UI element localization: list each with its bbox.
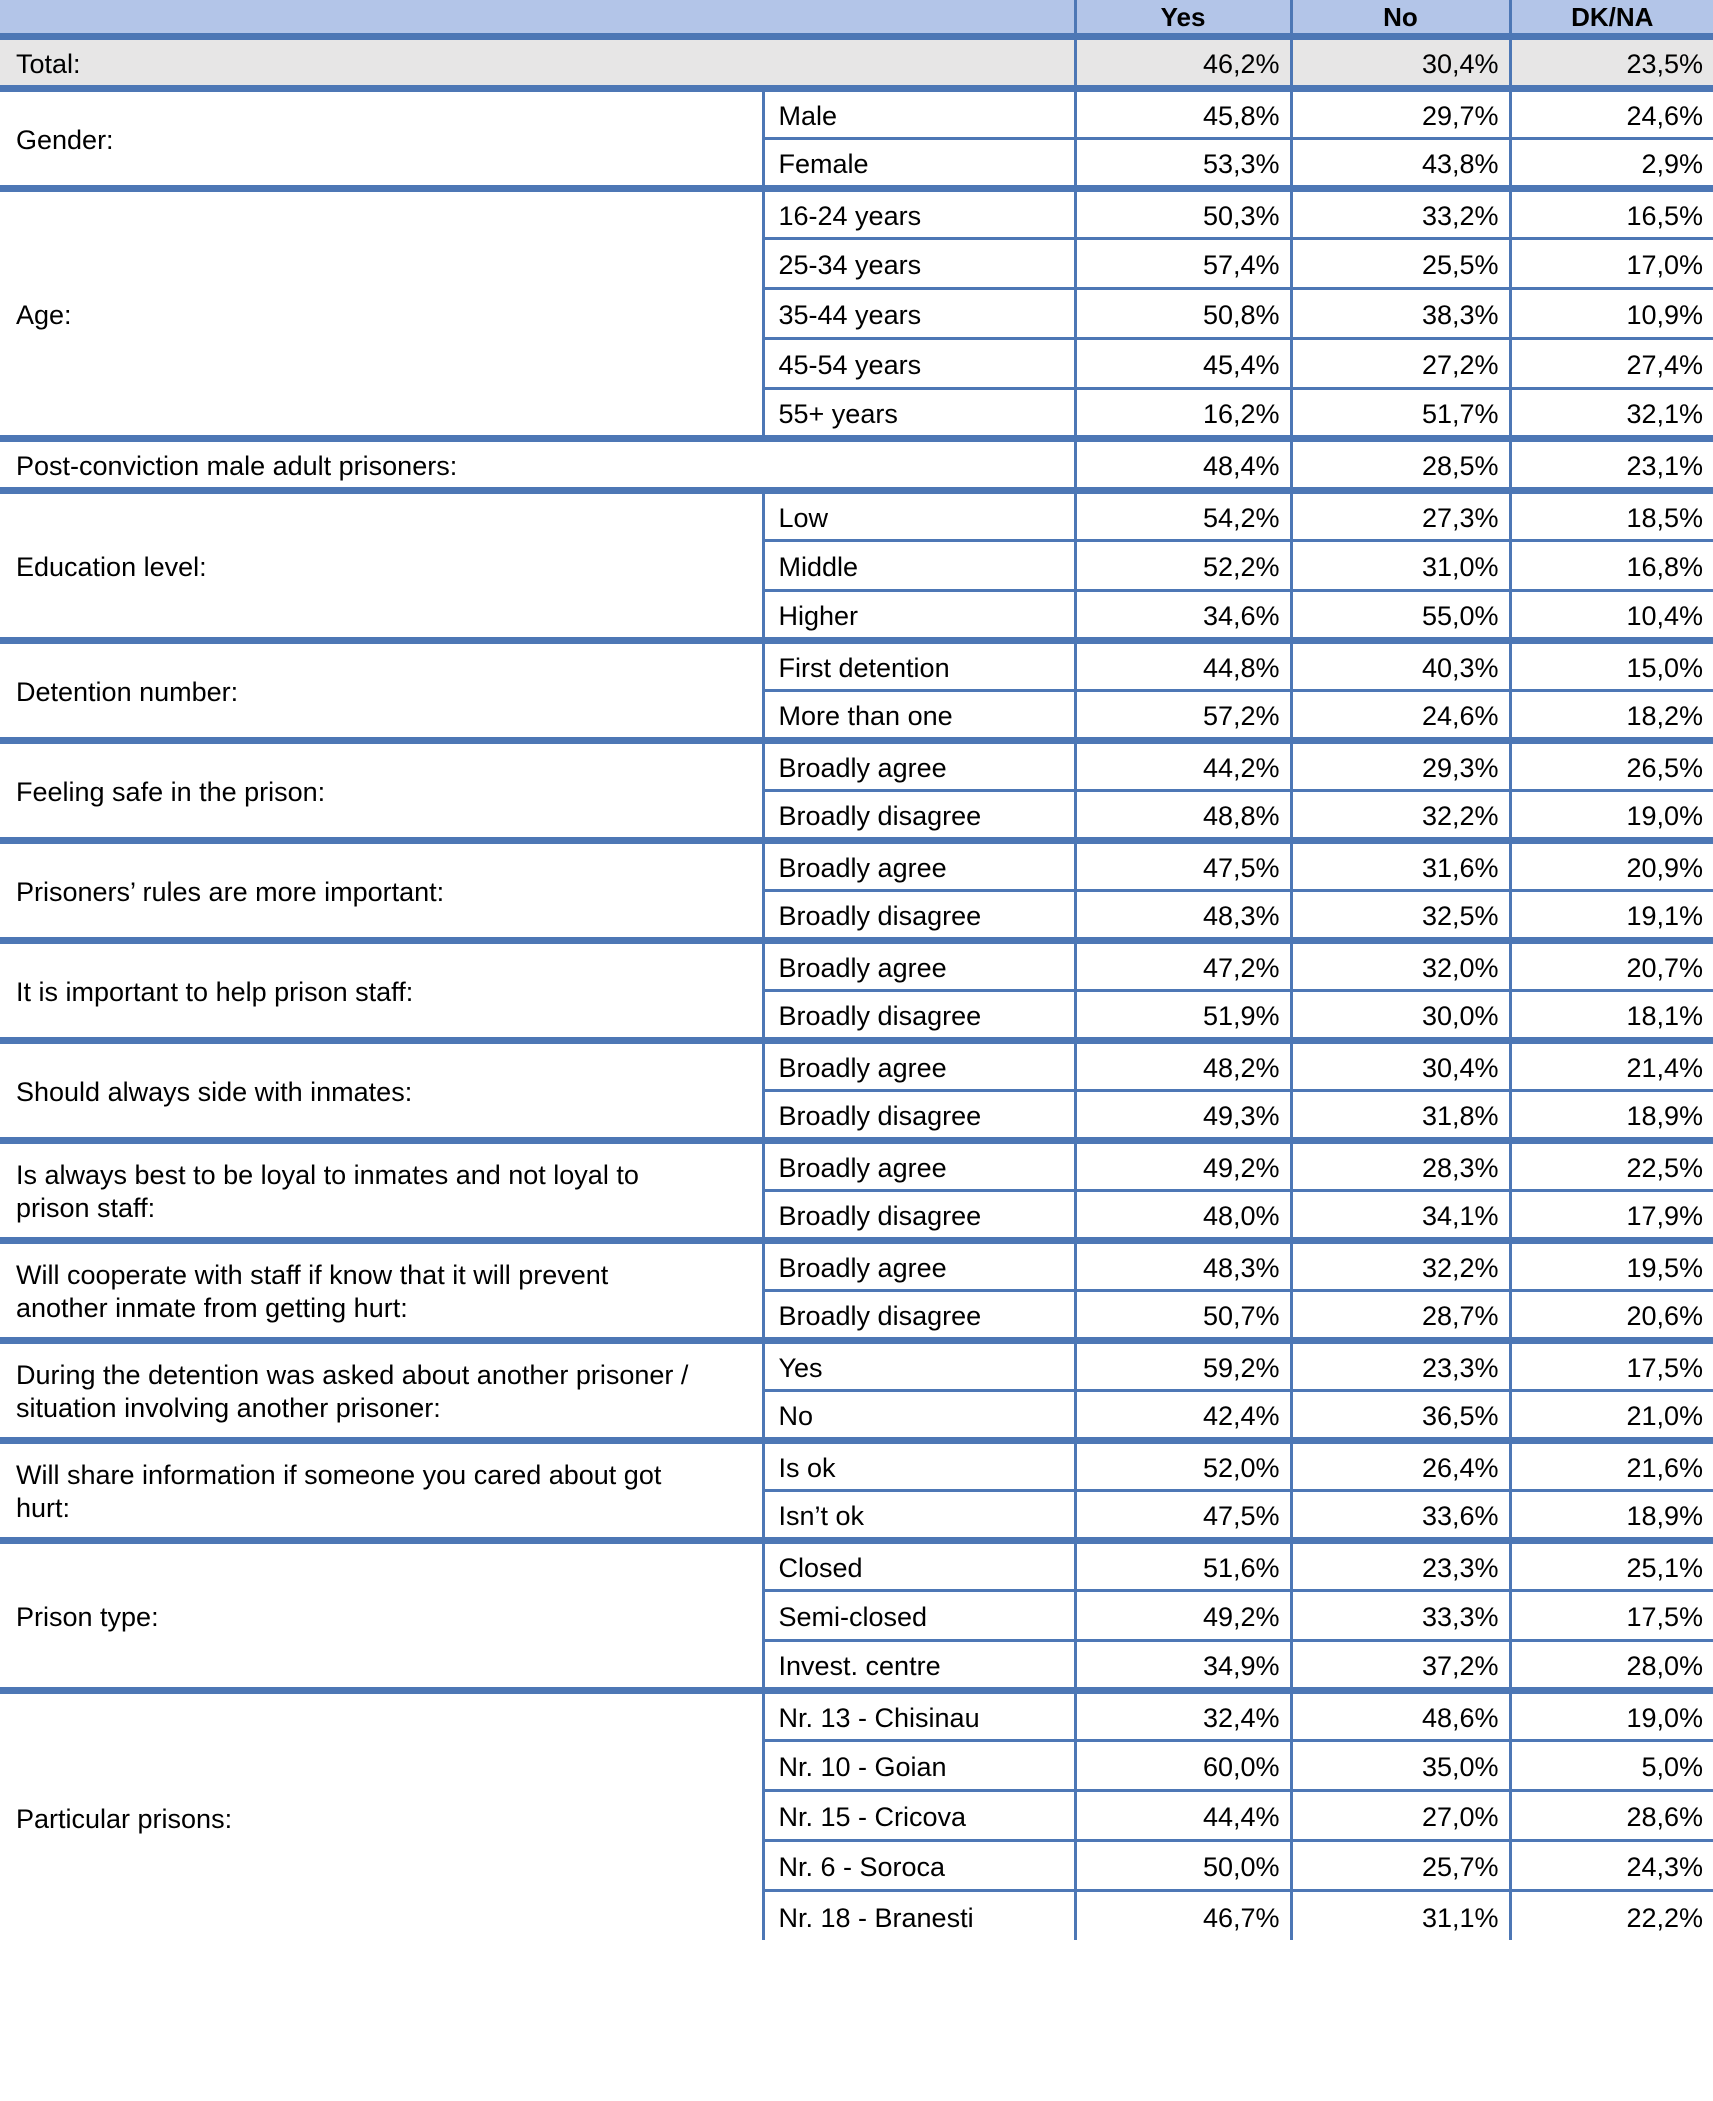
- value-cell-no: 32,0%: [1291, 940, 1510, 990]
- sub-label-cell: Nr. 10 - Goian: [763, 1740, 1075, 1790]
- value-cell-yes: 48,3%: [1075, 890, 1291, 940]
- value-cell-dkna: 19,0%: [1510, 1690, 1713, 1740]
- value-cell-yes: 34,9%: [1075, 1640, 1291, 1690]
- sub-label-cell: Nr. 13 - Chisinau: [763, 1690, 1075, 1740]
- value-cell-no: 33,3%: [1291, 1590, 1510, 1640]
- value-cell-yes: 48,8%: [1075, 790, 1291, 840]
- value-cell-yes: 57,4%: [1075, 238, 1291, 288]
- value-cell-dkna: 21,4%: [1510, 1040, 1713, 1090]
- sub-label-cell: Low: [763, 490, 1075, 540]
- table-row: [0, 438, 1713, 490]
- value-cell-yes: 49,2%: [1075, 1140, 1291, 1190]
- sub-label-cell: Broadly disagree: [763, 1090, 1075, 1140]
- value-cell-yes: 51,6%: [1075, 1540, 1291, 1590]
- table-row: [0, 840, 1713, 890]
- value-cell-no: 27,3%: [1291, 490, 1510, 540]
- value-cell-dkna: 16,5%: [1510, 188, 1713, 238]
- value-cell-no: 43,8%: [1291, 138, 1510, 188]
- value-cell-yes: 47,2%: [1075, 940, 1291, 990]
- value-cell-no: 26,4%: [1291, 1440, 1510, 1490]
- sub-label-cell: Broadly agree: [763, 1240, 1075, 1290]
- value-cell-no: 29,3%: [1291, 740, 1510, 790]
- value-cell-dkna: 28,6%: [1510, 1790, 1713, 1840]
- value-cell-dkna: 21,6%: [1510, 1440, 1713, 1490]
- table-row: [0, 1440, 1713, 1490]
- value-cell-dkna: 10,4%: [1510, 590, 1713, 640]
- sub-label-cell: Broadly disagree: [763, 1290, 1075, 1340]
- value-cell-dkna: 24,3%: [1510, 1840, 1713, 1890]
- column-header-yes: Yes: [1075, 0, 1291, 37]
- value-cell-yes: 50,3%: [1075, 188, 1291, 238]
- category-cell: It is important to help prison staff:: [0, 940, 763, 1040]
- sub-label-cell: Nr. 18 - Branesti: [763, 1890, 1075, 1940]
- value-cell-no: 31,1%: [1291, 1890, 1510, 1940]
- value-cell-no: 31,6%: [1291, 840, 1510, 890]
- sub-label-cell: Broadly agree: [763, 840, 1075, 890]
- sub-label-cell: Isn’t ok: [763, 1490, 1075, 1540]
- value-cell-no: 28,5%: [1291, 438, 1510, 490]
- value-cell-no: 30,4%: [1291, 1040, 1510, 1090]
- table-row: [0, 1540, 1713, 1590]
- category-cell: Age:: [0, 188, 763, 438]
- category-cell: Total:: [0, 37, 1075, 89]
- category-cell: Particular prisons:: [0, 1690, 763, 1940]
- value-cell-no: 48,6%: [1291, 1690, 1510, 1740]
- value-cell-dkna: 24,6%: [1510, 88, 1713, 138]
- table-row: [0, 188, 1713, 238]
- category-cell: Feeling safe in the prison:: [0, 740, 763, 840]
- value-cell-no: 31,0%: [1291, 540, 1510, 590]
- value-cell-yes: 45,4%: [1075, 338, 1291, 388]
- sub-label-cell: Broadly agree: [763, 1140, 1075, 1190]
- category-cell: Should always side with inmates:: [0, 1040, 763, 1140]
- value-cell-yes: 16,2%: [1075, 388, 1291, 438]
- value-cell-no: 27,0%: [1291, 1790, 1510, 1840]
- value-cell-yes: 47,5%: [1075, 840, 1291, 890]
- value-cell-dkna: 22,5%: [1510, 1140, 1713, 1190]
- sub-label-cell: No: [763, 1390, 1075, 1440]
- sub-label-cell: Nr. 15 - Cricova: [763, 1790, 1075, 1840]
- value-cell-dkna: 23,1%: [1510, 438, 1713, 490]
- sub-label-cell: 25-34 years: [763, 238, 1075, 288]
- value-cell-dkna: 26,5%: [1510, 740, 1713, 790]
- value-cell-dkna: 18,1%: [1510, 990, 1713, 1040]
- table-row: [0, 1240, 1713, 1290]
- value-cell-dkna: 23,5%: [1510, 37, 1713, 89]
- value-cell-yes: 32,4%: [1075, 1690, 1291, 1740]
- value-cell-dkna: 27,4%: [1510, 338, 1713, 388]
- header-row: [0, 0, 1713, 37]
- table-row: [0, 640, 1713, 690]
- value-cell-yes: 48,4%: [1075, 438, 1291, 490]
- value-cell-yes: 34,6%: [1075, 590, 1291, 640]
- sub-label-cell: Broadly agree: [763, 1040, 1075, 1090]
- sub-label-cell: Broadly disagree: [763, 990, 1075, 1040]
- sub-label-cell: Middle: [763, 540, 1075, 590]
- sub-label-cell: Male: [763, 88, 1075, 138]
- value-cell-no: 28,7%: [1291, 1290, 1510, 1340]
- sub-label-cell: Broadly disagree: [763, 1190, 1075, 1240]
- sub-label-cell: 35-44 years: [763, 288, 1075, 338]
- value-cell-dkna: 17,0%: [1510, 238, 1713, 288]
- sub-label-cell: Is ok: [763, 1440, 1075, 1490]
- value-cell-no: 30,4%: [1291, 37, 1510, 89]
- value-cell-no: 38,3%: [1291, 288, 1510, 338]
- value-cell-no: 51,7%: [1291, 388, 1510, 438]
- value-cell-no: 32,2%: [1291, 1240, 1510, 1290]
- sub-label-cell: First detention: [763, 640, 1075, 690]
- value-cell-yes: 54,2%: [1075, 490, 1291, 540]
- category-cell: Will cooperate with staff if know that it will prevent another inmate from getting hurt:: [0, 1240, 763, 1340]
- value-cell-yes: 44,8%: [1075, 640, 1291, 690]
- value-cell-no: 25,5%: [1291, 238, 1510, 288]
- value-cell-yes: 47,5%: [1075, 1490, 1291, 1540]
- value-cell-no: 28,3%: [1291, 1140, 1510, 1190]
- value-cell-no: 32,2%: [1291, 790, 1510, 840]
- value-cell-yes: 52,0%: [1075, 1440, 1291, 1490]
- sub-label-cell: Female: [763, 138, 1075, 188]
- value-cell-yes: 49,2%: [1075, 1590, 1291, 1640]
- value-cell-dkna: 20,6%: [1510, 1290, 1713, 1340]
- table-row: [0, 1340, 1713, 1390]
- category-cell: Will share information if someone you cared about got hurt:: [0, 1440, 763, 1540]
- value-cell-yes: 46,7%: [1075, 1890, 1291, 1940]
- value-cell-dkna: 16,8%: [1510, 540, 1713, 590]
- value-cell-no: 35,0%: [1291, 1740, 1510, 1790]
- value-cell-yes: 50,8%: [1075, 288, 1291, 338]
- category-cell: Is always best to be loyal to inmates and not loyal to prison staff:: [0, 1140, 763, 1240]
- value-cell-no: 55,0%: [1291, 590, 1510, 640]
- value-cell-yes: 50,0%: [1075, 1840, 1291, 1890]
- value-cell-yes: 57,2%: [1075, 690, 1291, 740]
- value-cell-dkna: 28,0%: [1510, 1640, 1713, 1690]
- value-cell-dkna: 18,9%: [1510, 1490, 1713, 1540]
- value-cell-dkna: 18,2%: [1510, 690, 1713, 740]
- column-header-no: No: [1291, 0, 1510, 37]
- value-cell-yes: 60,0%: [1075, 1740, 1291, 1790]
- value-cell-dkna: 20,7%: [1510, 940, 1713, 990]
- table-row: [0, 740, 1713, 790]
- value-cell-no: 31,8%: [1291, 1090, 1510, 1140]
- header-category-spacer: [0, 0, 1075, 37]
- value-cell-yes: 59,2%: [1075, 1340, 1291, 1390]
- table-row: [0, 1140, 1713, 1190]
- sub-label-cell: Broadly agree: [763, 940, 1075, 990]
- value-cell-no: 29,7%: [1291, 88, 1510, 138]
- value-cell-yes: 48,2%: [1075, 1040, 1291, 1090]
- sub-label-cell: Broadly disagree: [763, 890, 1075, 940]
- value-cell-dkna: 19,5%: [1510, 1240, 1713, 1290]
- value-cell-no: 23,3%: [1291, 1340, 1510, 1390]
- sub-label-cell: Closed: [763, 1540, 1075, 1590]
- category-cell: During the detention was asked about another prisoner / situation involving another prisoner:: [0, 1340, 763, 1440]
- value-cell-no: 33,6%: [1291, 1490, 1510, 1540]
- sub-label-cell: More than one: [763, 690, 1075, 740]
- sub-label-cell: 16-24 years: [763, 188, 1075, 238]
- value-cell-dkna: 17,9%: [1510, 1190, 1713, 1240]
- value-cell-dkna: 32,1%: [1510, 388, 1713, 438]
- value-cell-dkna: 17,5%: [1510, 1590, 1713, 1640]
- value-cell-no: 37,2%: [1291, 1640, 1510, 1690]
- sub-label-cell: Broadly agree: [763, 740, 1075, 790]
- category-cell: Prisoners’ rules are more important:: [0, 840, 763, 940]
- value-cell-no: 23,3%: [1291, 1540, 1510, 1590]
- value-cell-yes: 44,2%: [1075, 740, 1291, 790]
- category-cell: Detention number:: [0, 640, 763, 740]
- table-row: [0, 1690, 1713, 1740]
- category-cell: Post-conviction male adult prisoners:: [0, 438, 1075, 490]
- sub-label-cell: Invest. centre: [763, 1640, 1075, 1690]
- value-cell-yes: 50,7%: [1075, 1290, 1291, 1340]
- category-cell: Gender:: [0, 88, 763, 188]
- category-cell: Prison type:: [0, 1540, 763, 1690]
- category-cell: Education level:: [0, 490, 763, 640]
- table-row: [0, 490, 1713, 540]
- value-cell-no: 40,3%: [1291, 640, 1510, 690]
- value-cell-no: 32,5%: [1291, 890, 1510, 940]
- value-cell-dkna: 5,0%: [1510, 1740, 1713, 1790]
- value-cell-yes: 48,0%: [1075, 1190, 1291, 1240]
- value-cell-no: 33,2%: [1291, 188, 1510, 238]
- table-body: [0, 37, 1713, 1941]
- sub-label-cell: 55+ years: [763, 388, 1075, 438]
- value-cell-yes: 53,3%: [1075, 138, 1291, 188]
- sub-label-cell: Higher: [763, 590, 1075, 640]
- value-cell-yes: 46,2%: [1075, 37, 1291, 89]
- value-cell-yes: 48,3%: [1075, 1240, 1291, 1290]
- value-cell-dkna: 18,5%: [1510, 490, 1713, 540]
- value-cell-dkna: 22,2%: [1510, 1890, 1713, 1940]
- value-cell-dkna: 21,0%: [1510, 1390, 1713, 1440]
- sub-label-cell: Yes: [763, 1340, 1075, 1390]
- value-cell-no: 25,7%: [1291, 1840, 1510, 1890]
- value-cell-dkna: 25,1%: [1510, 1540, 1713, 1590]
- sub-label-cell: Broadly disagree: [763, 790, 1075, 840]
- value-cell-dkna: 10,9%: [1510, 288, 1713, 338]
- value-cell-dkna: 18,9%: [1510, 1090, 1713, 1140]
- value-cell-dkna: 19,0%: [1510, 790, 1713, 840]
- value-cell-yes: 45,8%: [1075, 88, 1291, 138]
- value-cell-yes: 51,9%: [1075, 990, 1291, 1040]
- sub-label-cell: Nr. 6 - Soroca: [763, 1840, 1075, 1890]
- table-row: [0, 37, 1713, 89]
- value-cell-yes: 44,4%: [1075, 1790, 1291, 1840]
- sub-label-cell: Semi-closed: [763, 1590, 1075, 1640]
- column-header-dkna: DK/NA: [1510, 0, 1713, 37]
- value-cell-no: 34,1%: [1291, 1190, 1510, 1240]
- value-cell-dkna: 19,1%: [1510, 890, 1713, 940]
- table-row: [0, 940, 1713, 990]
- value-cell-yes: 52,2%: [1075, 540, 1291, 590]
- value-cell-dkna: 17,5%: [1510, 1340, 1713, 1390]
- table-row: [0, 1040, 1713, 1090]
- value-cell-dkna: 15,0%: [1510, 640, 1713, 690]
- value-cell-no: 36,5%: [1291, 1390, 1510, 1440]
- value-cell-no: 30,0%: [1291, 990, 1510, 1040]
- sub-label-cell: 45-54 years: [763, 338, 1075, 388]
- value-cell-yes: 42,4%: [1075, 1390, 1291, 1440]
- table-row: [0, 88, 1713, 138]
- value-cell-dkna: 2,9%: [1510, 138, 1713, 188]
- value-cell-dkna: 20,9%: [1510, 840, 1713, 890]
- value-cell-no: 27,2%: [1291, 338, 1510, 388]
- value-cell-yes: 49,3%: [1075, 1090, 1291, 1140]
- value-cell-no: 24,6%: [1291, 690, 1510, 740]
